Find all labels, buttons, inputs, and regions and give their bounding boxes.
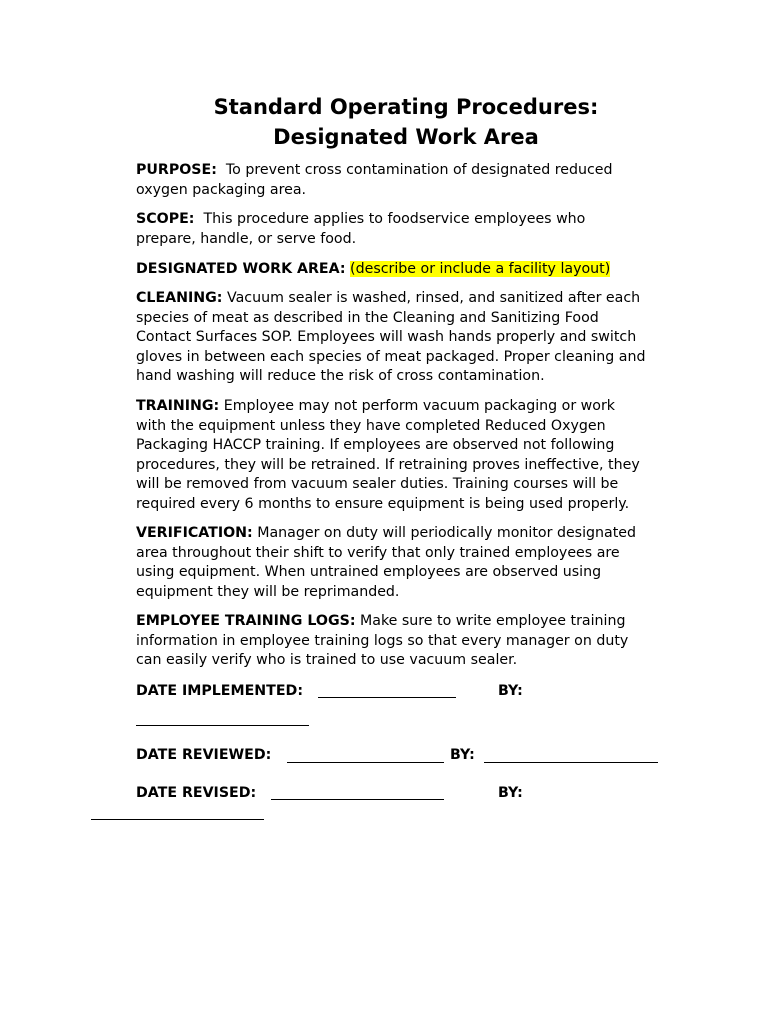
- verification-label: VERIFICATION:: [136, 525, 253, 541]
- training-logs-section: [136, 612, 688, 671]
- training-logs-text-line-2: information in employee training logs so that every manager on duty: [136, 632, 629, 649]
- date-reviewed-field[interactable]: [287, 762, 444, 763]
- cleaning-text-line-4: gloves in between each species of meat packaged. Proper cleaning and: [136, 348, 646, 365]
- purpose-text-line-2: oxygen packaging area.: [136, 181, 307, 198]
- cleaning-text-line-1: Vacuum sealer is washed, rinsed, and sanitized after each: [222, 290, 641, 306]
- document-title-line-1: Standard Operating Procedures:: [213, 95, 599, 119]
- verification-text-line-2: area throughout their shift to verify that only trained employees are: [136, 544, 620, 561]
- purpose-section: [136, 161, 688, 200]
- verification-text-line-3: using equipment. When untrained employees are observed using: [136, 564, 602, 581]
- implemented-by-field[interactable]: [136, 725, 309, 726]
- scope-label: SCOPE:: [136, 211, 195, 227]
- date-implemented-field[interactable]: [318, 697, 456, 698]
- scope-text-line-2: prepare, handle, or serve food.: [136, 230, 357, 247]
- training-logs-text-line-1: Make sure to write employee training: [355, 613, 626, 629]
- verification-text-line-1: Manager on duty will periodically monitor designated: [252, 525, 636, 541]
- training-text-line-5: will be removed from vacuum sealer duties. Training courses will be: [136, 476, 619, 493]
- purpose-text-line-1: To prevent cross contamination of designated reduced: [216, 162, 613, 178]
- date-reviewed-label: DATE REVIEWED:: [136, 747, 272, 763]
- reviewed-by-label: BY:: [450, 747, 475, 763]
- training-text-line-3: Packaging HACCP training. If employees are observed not following: [136, 437, 615, 454]
- reviewed-by-field[interactable]: [484, 762, 658, 763]
- date-revised-field[interactable]: [271, 799, 444, 800]
- training-text-line-6: required every 6 months to ensure equipment is being used properly.: [136, 495, 630, 512]
- training-label: TRAINING:: [136, 398, 220, 414]
- document-title-line-2: Designated Work Area: [273, 125, 539, 149]
- designated-work-area-label: DESIGNATED WORK AREA:: [136, 261, 346, 277]
- designated-work-area-section: [136, 260, 688, 280]
- cleaning-text-line-2: species of meat as described in the Cleaning and Sanitizing Food: [136, 309, 599, 326]
- training-section: [136, 397, 688, 515]
- cleaning-label: CLEANING:: [136, 290, 223, 306]
- purpose-label: PURPOSE:: [136, 162, 217, 178]
- date-implemented-label: DATE IMPLEMENTED:: [136, 683, 303, 699]
- scope-text-line-1: This procedure applies to foodservice employees who: [194, 211, 586, 227]
- revised-by-label: BY:: [498, 785, 523, 801]
- revised-by-field[interactable]: [91, 819, 264, 820]
- training-logs-text-line-3: can easily verify who is trained to use vacuum sealer.: [136, 652, 518, 669]
- training-text-line-2: with the equipment unless they have completed Reduced Oxygen: [136, 417, 606, 434]
- verification-text-line-4: equipment they will be reprimanded.: [136, 583, 400, 600]
- cleaning-text-line-3: Contact Surfaces SOP. Employees will wash hands properly and switch: [136, 329, 637, 346]
- cleaning-section: [136, 289, 688, 387]
- training-text-line-4: procedures, they will be retrained. If retraining proves ineffective, they: [136, 456, 640, 473]
- verification-section: [136, 524, 688, 602]
- date-revised-label: DATE REVISED:: [136, 785, 257, 801]
- training-text-line-1: Employee may not perform vacuum packaging or work: [219, 398, 615, 414]
- training-logs-label: EMPLOYEE TRAINING LOGS:: [136, 613, 356, 629]
- cleaning-text-line-5: hand washing will reduce the risk of cross contamination.: [136, 368, 545, 385]
- scope-section: [136, 210, 688, 249]
- implemented-by-label: BY:: [498, 683, 523, 699]
- designated-work-area-placeholder: (describe or include a facility layout): [350, 261, 611, 277]
